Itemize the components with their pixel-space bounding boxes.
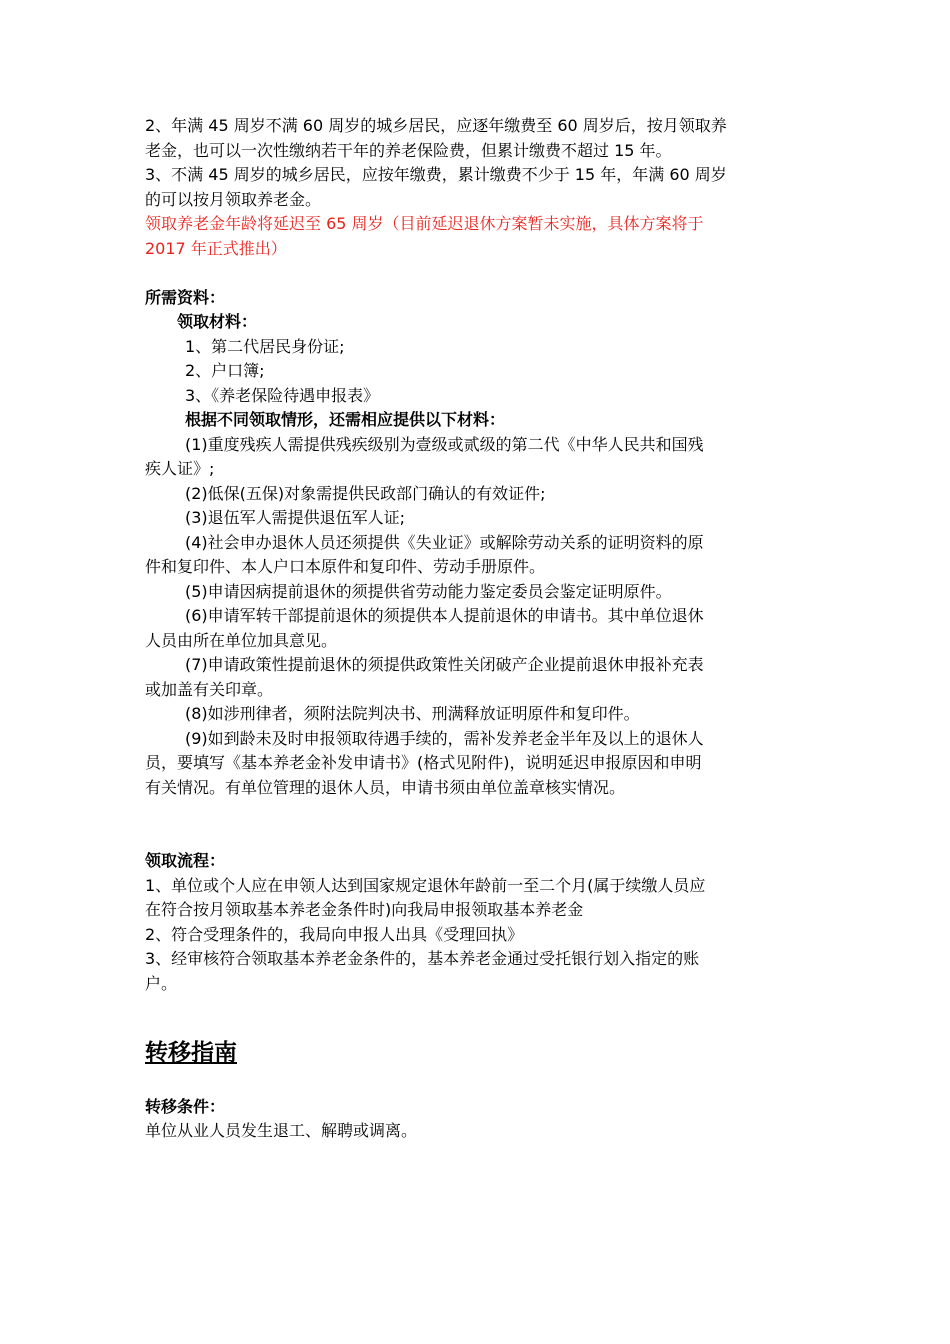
intro-line-4: 的可以按月领取养老金。	[145, 189, 322, 209]
materials-item: 2、户口簿;	[185, 361, 265, 380]
intro-line-2: 老金，也可以一次性缴纳若干年的养老保险费，但累计缴费不超过 15 年。	[145, 140, 672, 160]
conditional-item: (1)重度残疾人需提供残疾级别为壹级或贰级的第二代《中华人民共和国残	[185, 434, 704, 454]
transfer-conditions-heading: 转移条件：	[145, 1096, 226, 1116]
conditional-item: (4)社会申办退休人员还须提供《失业证》或解除劳动关系的证明资料的原	[185, 532, 704, 552]
process-heading: 领取流程：	[145, 851, 226, 870]
process-line: 3、经审核符合领取基本养老金条件的，基本养老金通过受托银行划入指定的账	[145, 949, 700, 968]
conditional-item: (9)如到龄未及时申报领取待遇手续的，需补发养老金半年及以上的退休人	[185, 728, 704, 748]
conditional-item: (3)退伍军人需提供退伍军人证;	[185, 508, 406, 527]
conditional-heading: 根据不同领取情形，还需相应提供以下材料：	[185, 410, 506, 429]
document-page	[145, 114, 810, 1144]
conditional-item-cont: 件和复印件、本人户口本原件和复印件、劳动手册原件。	[145, 557, 546, 576]
process-line: 在符合按月领取基本养老金条件时)向我局申报领取基本养老金	[145, 900, 584, 919]
spacer	[145, 800, 810, 849]
conditional-item: (6)申请军转干部提前退休的须提供本人提前退休的申请书。其中单位退休	[185, 606, 704, 625]
notice-line-2: 2017 年正式推出）	[145, 238, 287, 258]
process-line: 2、符合受理条件的，我局向申报人出具《受理回执》	[145, 924, 524, 944]
spacer	[145, 996, 810, 1036]
process-line: 1、单位或个人应在申领人达到国家规定退休年龄前一至二个月(属于续缴人员应	[145, 875, 706, 895]
conditional-item-cont: 人员由所在单位加具意见。	[145, 630, 338, 650]
transfer-guide-title: 转移指南	[145, 1040, 237, 1066]
conditional-item: (5)申请因病提前退休的须提供省劳动能力鉴定委员会鉴定证明原件。	[185, 581, 672, 601]
conditional-item: (7)申请政策性提前退休的须提供政策性关闭破产企业提前退休申报补充表	[185, 655, 704, 674]
intro-line-1: 2、年满 45 周岁不满 60 周岁的城乡居民，应逐年缴费至 60 周岁后，按月领取养	[145, 116, 727, 135]
materials-item: 3、《养老保险待遇申报表》	[185, 385, 380, 405]
materials-subheading: 领取材料：	[177, 312, 258, 331]
notice-line-1: 领取养老金年龄将延迟至 65 周岁（目前延迟退休方案暂未实施，具体方案将于	[145, 214, 704, 233]
transfer-conditions-text: 单位从业人员发生退工、解聘或调离。	[145, 1121, 418, 1140]
process-line: 户。	[145, 973, 178, 993]
spacer	[145, 261, 810, 286]
spacer	[145, 1070, 810, 1095]
conditional-item-cont: 有关情况。有单位管理的退休人员，申请书须由单位盖章核实情况。	[145, 777, 626, 797]
intro-line-3: 3、不满 45 周岁的城乡居民，应按年缴费，累计缴费不少于 15 年，年满 60 周岁	[145, 165, 727, 184]
materials-item: 1、第二代居民身份证;	[185, 336, 345, 356]
conditional-item: (2)低保(五保)对象需提供民政部门确认的有效证件;	[185, 483, 546, 503]
conditional-item: (8)如涉刑律者，须附法院判决书、刑满释放证明原件和复印件。	[185, 704, 640, 723]
materials-heading: 所需资料：	[145, 287, 226, 307]
conditional-item-cont: 或加盖有关印章。	[145, 679, 274, 699]
conditional-item-cont: 疾人证》;	[145, 459, 215, 478]
conditional-item-cont: 员，要填写《基本养老金补发申请书》(格式见附件)，说明延迟申报原因和申明	[145, 753, 702, 772]
